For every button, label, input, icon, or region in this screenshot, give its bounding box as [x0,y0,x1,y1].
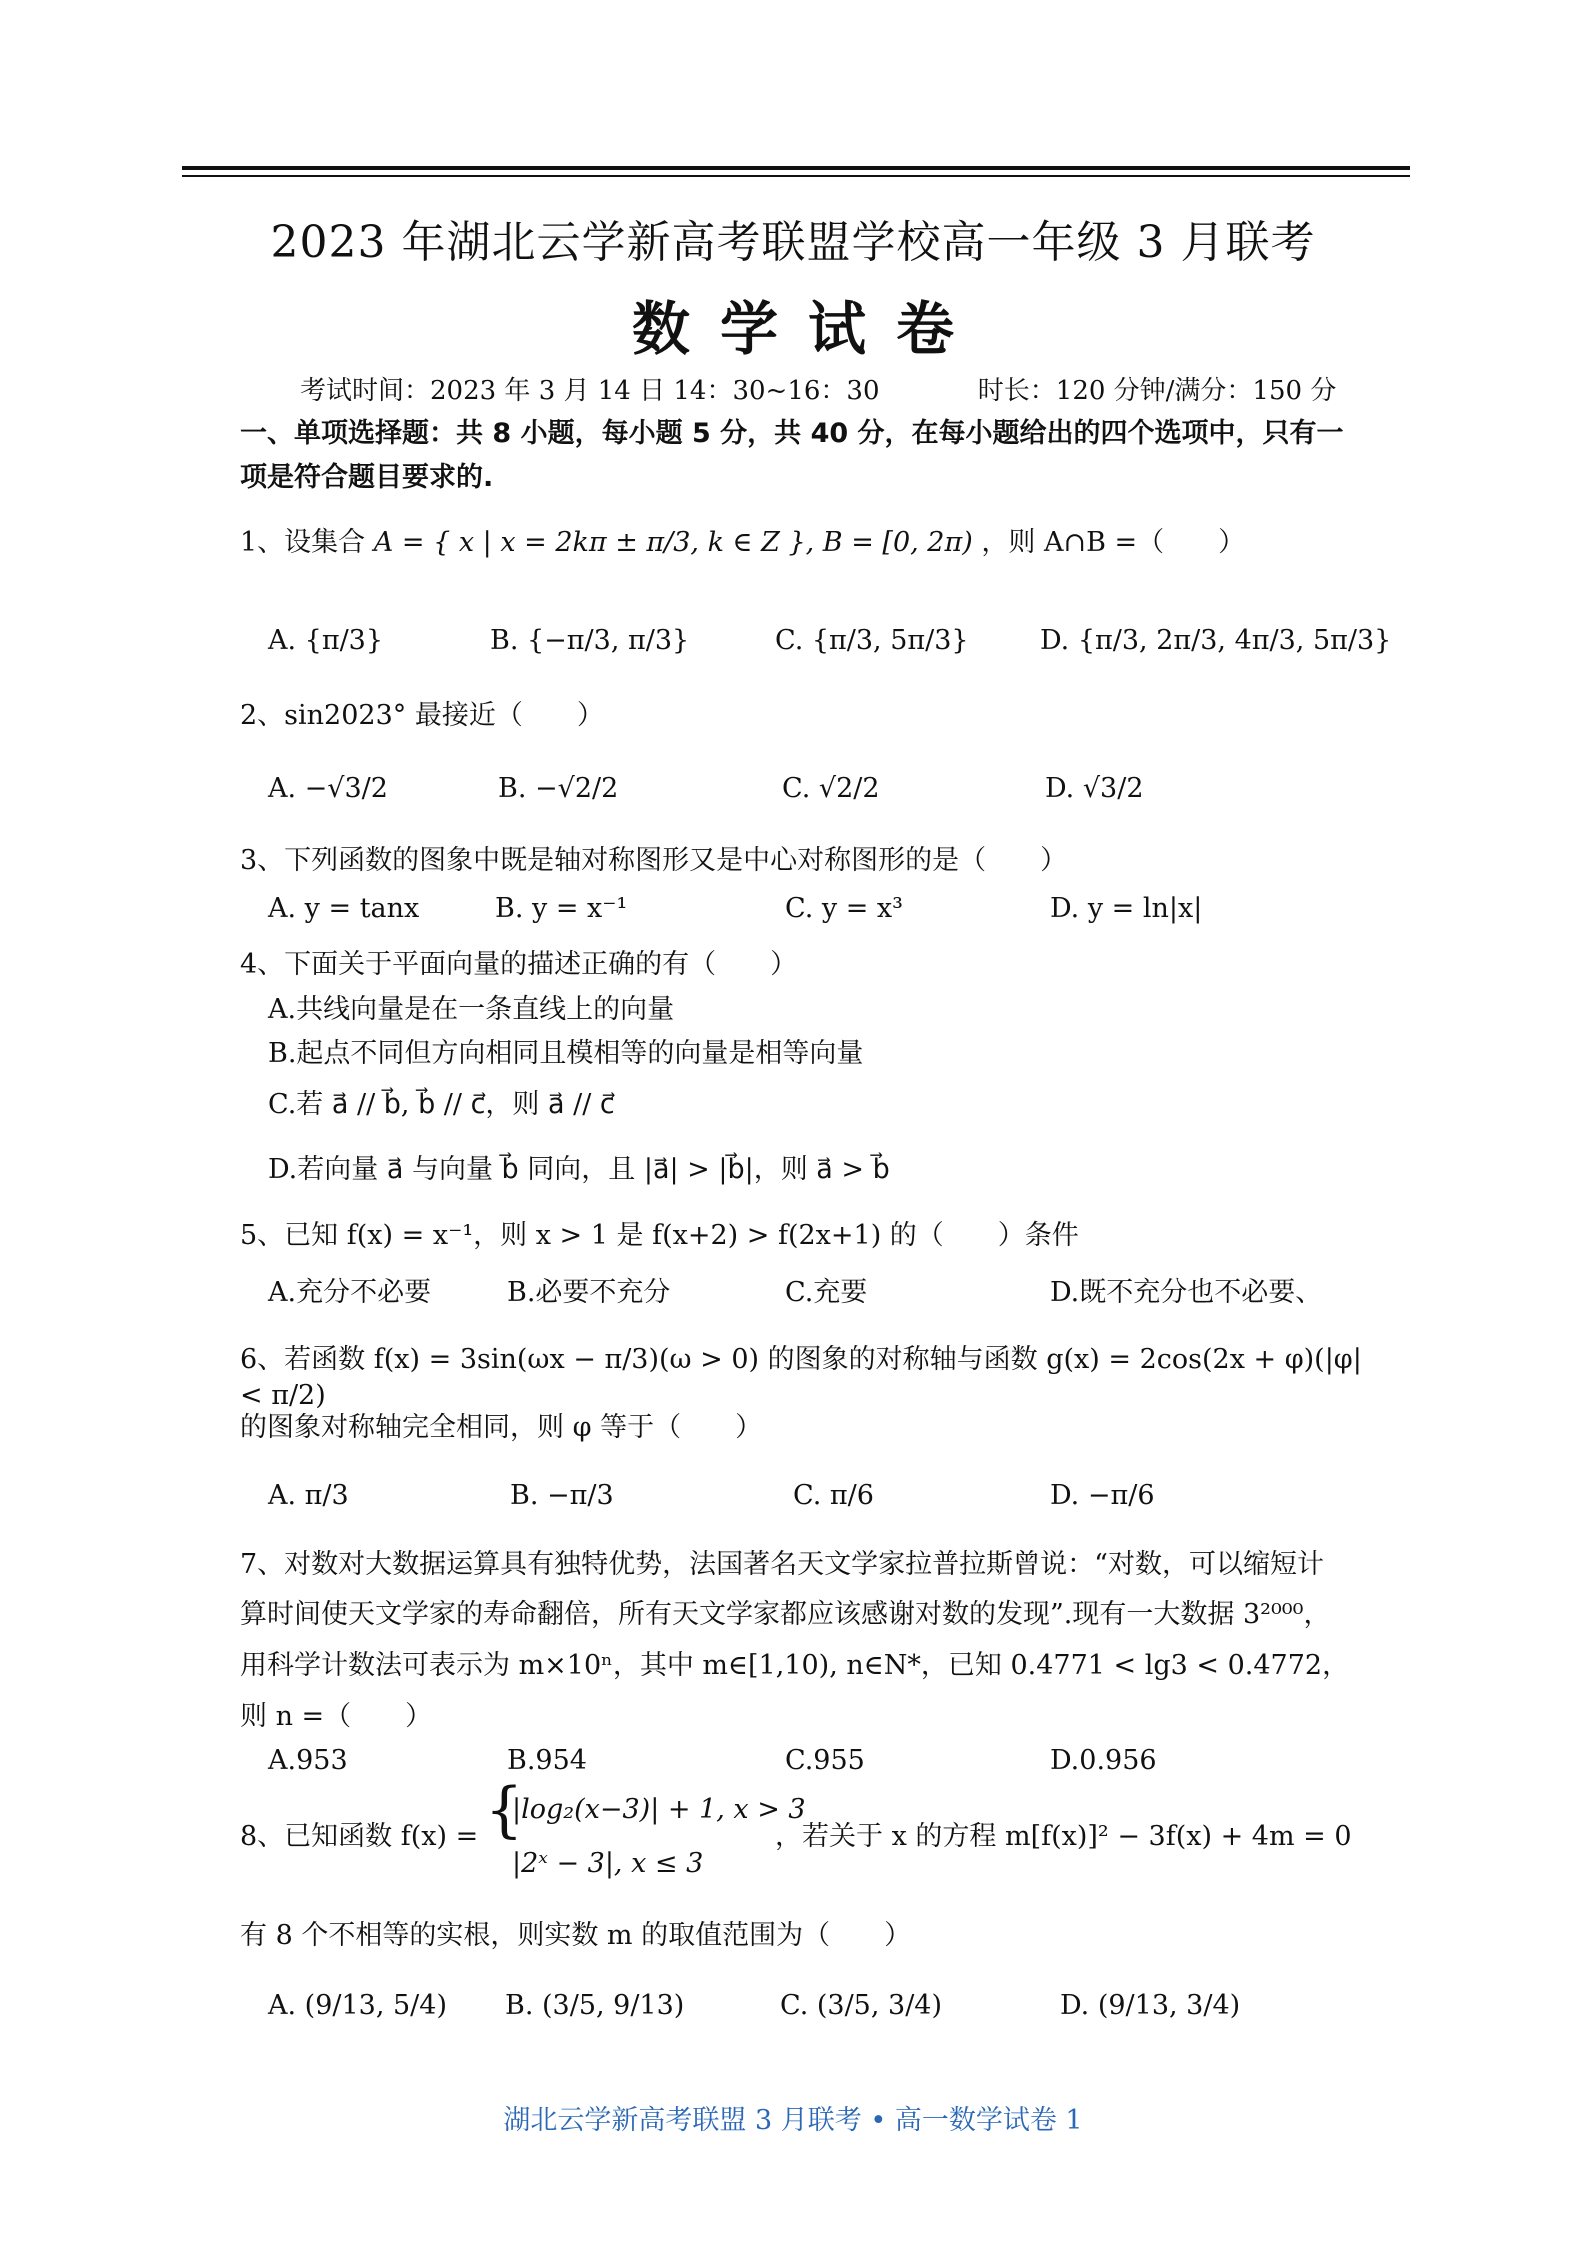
exam-info [300,370,1426,407]
q7-option-a: A.953 [268,1745,348,1776]
section-heading-line1: 一、单项选择题：共 8 小题，每小题 5 分，共 40 分，在每小题给出的四个选项中，只有一 [240,418,1344,449]
question-4: 4、下面关于平面向量的描述正确的有（ ） [240,949,798,980]
q2-option-a: A. −√3/2 [268,773,388,804]
question-3: 3、下列函数的图象中既是轴对称图形又是中心对称图形的是（ ） [240,845,1068,876]
q1-option-c: C. {π/3, 5π/3} [775,625,969,656]
q2-option-c: C. √2/2 [782,773,880,804]
q6-option-c: C. π/6 [793,1480,874,1511]
question-7-line2: 算时间使天文学家的寿命翻倍，所有天文学家都应该感谢对数的发现”.现有一大数据 3²⁰⁰⁰， [240,1599,1331,1630]
q8-suffix: ，若关于 x 的方程 m[f(x)]² − 3f(x) + 4m = 0 [775,1821,1352,1852]
q8-option-d: D. (9/13, 3/4) [1060,1990,1241,2021]
q8-prefix: 8、已知函数 f(x) = [240,1821,479,1852]
question-6-line1: 6、若函数 f(x) = 3sin(ωx − π/3)(ω > 0) 的图象的对称轴与函数 g(x) = 2cos(2x + φ)(|φ| < π/2) [240,1344,1362,1411]
q3-option-c: C. y = x³ [785,893,903,924]
q4-option-d: D.若向量 a⃗ 与向量 b⃗ 同向，且 |a⃗| > |b⃗|，则 a⃗ > b⃗ [268,1154,890,1185]
question-7-line1: 7、对数对大数据运算具有独特优势，法国著名天文学家拉普拉斯曾说：“对数，可以缩短计 [240,1549,1324,1580]
question-8 [240,1775,1370,1882]
q1-option-b: B. {−π/3, π/3} [490,625,690,656]
q2-option-b: B. −√2/2 [498,773,619,804]
q1-suffix: ，则 A∩B =（ ） [981,527,1246,558]
q1-option-d: D. {π/3, 2π/3, 4π/3, 5π/3} [1040,625,1392,656]
top-rule-thin [182,175,1410,177]
question-2: 2、sin2023° 最接近（ ） [240,700,604,731]
q3-option-a: A. y = tanx [268,893,420,924]
exam-subtitle: 数学试卷 [631,295,984,363]
question-8-line2: 有 8 个不相等的实根，则实数 m 的取值范围为（ ） [240,1920,912,1951]
q2-option-d: D. √3/2 [1045,773,1144,804]
q1-prefix: 1、设集合 [240,527,366,558]
q7-option-b: B.954 [507,1745,587,1776]
q6-option-b: B. −π/3 [510,1480,614,1511]
q8-case-1: |log₂(x−3)| + 1, x > 3 [512,1794,806,1825]
exam-time: 考试时间：2023 年 3 月 14 日 14：30~16：30 [300,376,880,406]
page-footer: 湖北云学新高考联盟 3 月联考 • 高一数学试卷 1 [503,2105,1083,2136]
question-7-line3: 用科学计数法可表示为 m×10ⁿ，其中 m∈[1,10), n∈N*，已知 0.4771 < lg3 < 0.4772， [240,1650,1350,1681]
section-heading-line2: 项是符合题目要求的. [240,462,494,493]
question-5: 5、已知 f(x) = x⁻¹，则 x > 1 是 f(x+2) > f(2x+1) 的（ ）条件 [240,1220,1079,1251]
q4-option-a: A.共线向量是在一条直线上的向量 [268,994,675,1025]
q8-case-2: |2ˣ − 3|, x ≤ 3 [512,1848,704,1879]
q3-option-d: D. y = ln|x| [1050,893,1203,924]
q5-option-c: C.充要 [785,1277,868,1308]
q8-option-a: A. (9/13, 5/4) [268,1990,447,2021]
question-6-line2: 的图象对称轴完全相同，则 φ 等于（ ） [240,1412,763,1443]
exam-duration: 时长：120 分钟/满分：150 分 [977,376,1337,406]
q8-piecewise-brace: { [485,1775,524,1845]
q4-option-c: C.若 a⃗ // b⃗, b⃗ // c⃗，则 a⃗ // c⃗ [268,1089,615,1120]
q1-option-a: A. {π/3} [268,625,384,656]
q6-option-a: A. π/3 [268,1480,349,1511]
q5-option-d: D.既不充分也不必要、 [1050,1277,1323,1308]
q7-option-c: C.955 [785,1745,865,1776]
question-1 [240,525,1370,561]
q7-option-d: D.0.956 [1050,1745,1157,1776]
q3-option-b: B. y = x⁻¹ [495,893,628,924]
q1-expression: A = { x | x = 2kπ ± π/3, k ∈ Z }, B = [0, 2π) [373,527,973,558]
q4-option-b: B.起点不同但方向相同且模相等的向量是相等向量 [268,1038,864,1069]
q6-option-d: D. −π/6 [1050,1480,1155,1511]
q8-option-c: C. (3/5, 3/4) [780,1990,942,2021]
section-heading [240,412,1360,500]
q5-option-b: B.必要不充分 [507,1277,671,1308]
q5-option-a: A.充分不必要 [268,1277,432,1308]
question-7-line4: 则 n =（ ） [240,1701,433,1732]
q8-option-b: B. (3/5, 9/13) [505,1990,685,2021]
top-rule-thick [182,166,1410,170]
exam-title: 2023 年湖北云学新高考联盟学校高一年级 3 月联考 [270,217,1316,268]
